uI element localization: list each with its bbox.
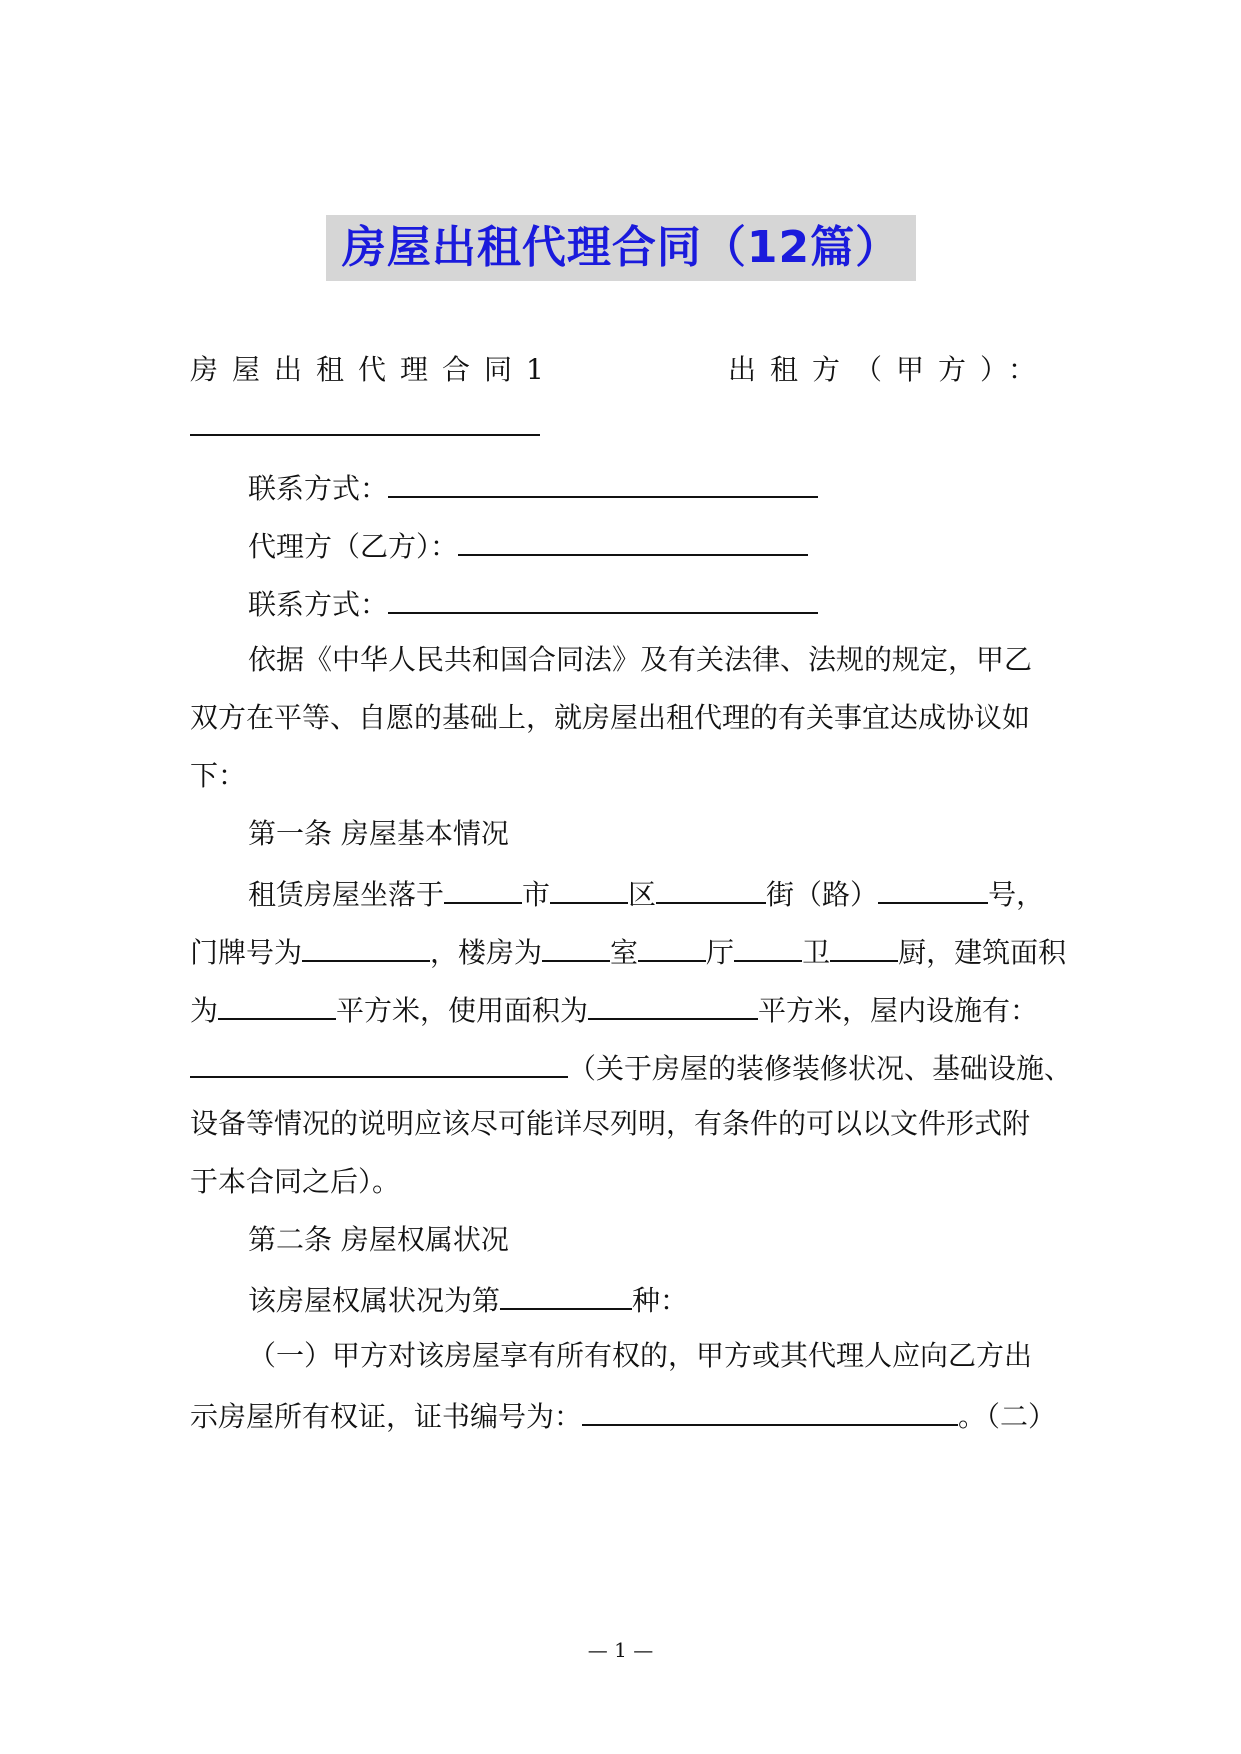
contact1-blank [388, 466, 818, 498]
contact2-line [248, 582, 818, 625]
page-number: — 1 — [587, 1638, 654, 1662]
article2-line-3: 示房屋所有权证，证书编号为： 。（二） [190, 1394, 1056, 1437]
contact2-label: 联系方式： [248, 588, 389, 621]
article1-line-1: 租赁房屋坐落于 市 区 街（路） 号， [248, 872, 1044, 915]
agent-label: 代理方（乙方）： [248, 530, 459, 563]
article2-line-2: （一）甲方对该房屋享有所有权的，甲方或其代理人应向乙方出 [248, 1339, 1033, 1372]
header-line [190, 350, 1050, 390]
article1-heading: 第一条 房屋基本情况 [248, 817, 509, 850]
agent-blank [458, 524, 808, 556]
article1-line-3: 为 平方米，使用面积为 平方米，屋内设施有： [190, 988, 1038, 1031]
intro-line-3: 下： [190, 759, 247, 792]
lessor-blank [190, 404, 540, 436]
contact1-label: 联系方式： [248, 472, 389, 505]
article2-line-1: 该房屋权属状况为第 种： [248, 1278, 688, 1321]
document-title: 房屋出租代理合同（12篇） [326, 215, 916, 281]
article1-line-4: （关于房屋的装修装修状况、基础设施、 [190, 1046, 1072, 1089]
intro-line-2: 双方在平等、自愿的基础上，就房屋出租代理的有关事宜达成协议如 [190, 701, 1031, 734]
article1-line-2: 门牌号为 ，楼房为 室 厅 卫 厨，建筑面积 [190, 930, 1066, 973]
article1-line-5: 设备等情况的说明应该尽可能详尽列明，有条件的可以以文件形式附 [190, 1107, 1031, 1140]
contract-heading: 房屋出租代理合同1 [190, 353, 558, 386]
contact1-line [248, 466, 818, 509]
agent-line [248, 524, 808, 567]
lessor-label: 出租方（甲方）： [727, 353, 1050, 386]
article2-heading: 第二条 房屋权属状况 [248, 1223, 509, 1256]
intro-line-1: 依据《中华人民共和国合同法》及有关法律、法规的规定，甲乙 [248, 643, 1033, 676]
contact2-blank [388, 582, 818, 614]
lessor-blank-line [190, 404, 540, 447]
article1-line-6: 于本合同之后）。 [190, 1165, 401, 1198]
